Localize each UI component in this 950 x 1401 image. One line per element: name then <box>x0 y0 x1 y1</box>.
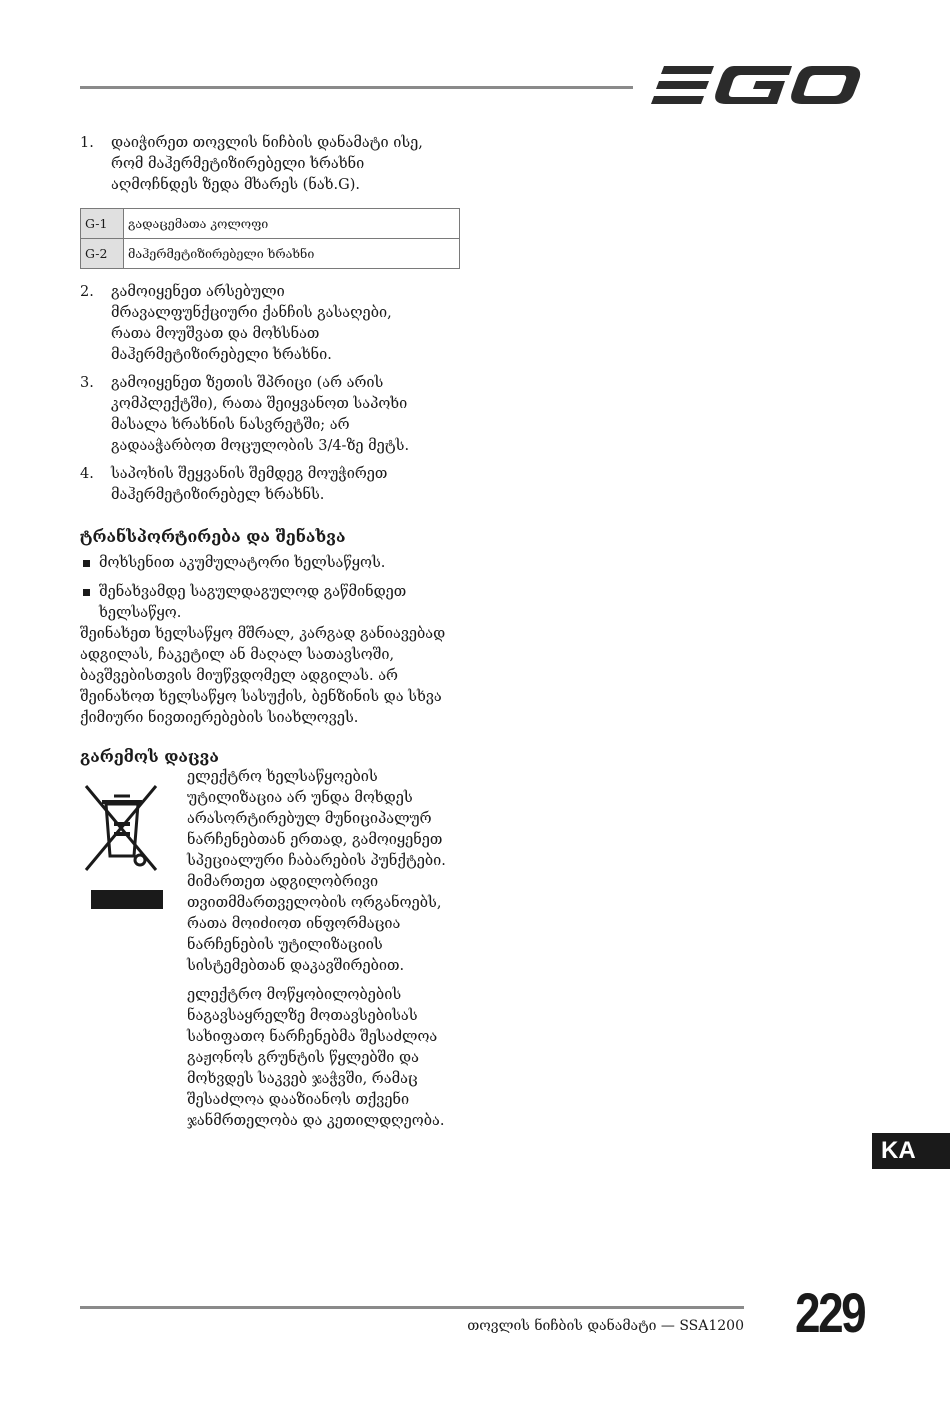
step-number: 2. <box>80 284 94 300</box>
legend-label: გადაცემათა კოლოფი <box>124 209 460 239</box>
bullet-icon <box>83 560 90 567</box>
environment-paragraph-1: ელექტრო ხელსაწყოების უტილიზაცია არ უნდა მოხდეს არასორტირებულ მუნიციპალურ ნარჩენებთან ერთად, გამოიყენეთ სპეციალური ჩაბარების პუნქტები. მიმართეთ ადგილობრივი თვითმმართველობის ორგანოებს, რათა მოიძიოთ ინფორმაცია ნარჩენების უტილიზაციის სისტემებთან დაკავშირებით. <box>187 769 446 974</box>
transport-paragraph: შეინახეთ ხელსაწყო მშრალ, კარგად განიავებად ადგილას, ჩაკეტილ ან მაღალ სათავსოში, ბავშვებისთვის მიუწვდომელ ადგილას. არ შეინახოთ ხელსაწყო სასუქის, ბენზინის და სხვა ქიმიური ნივთიერებების სიახლოვეს. <box>80 626 446 726</box>
legend-code: G-1 <box>81 209 124 239</box>
transport-heading: ტრანსპორტირება და შენახვა <box>80 527 346 546</box>
transport-section <box>80 553 450 729</box>
page-number: 229 <box>795 1281 865 1344</box>
steps-list-b <box>80 282 480 506</box>
environment-paragraph-2: ელექტრო მოწყობილობების ნაგავსაყრელზე მოთავსებისას სახიფათო ნარჩენებმა შესაძლოა გაჟონოს გრუნტის წყლებში და მოხვდეს საკვებ ჯაჭვში, რამაც შესაძლოა დააზიანოს თქვენი ჯანმრთელობა და კეთილდღეობა. <box>187 987 445 1129</box>
bullet-icon <box>83 589 90 596</box>
environment-heading: გარემოს დაცვა <box>80 747 219 766</box>
legend-table <box>80 208 460 269</box>
legend-code: G-2 <box>81 239 124 269</box>
step-text: გამოიყენეთ ზეთის შპრიცი (არ არის კომპლექტში), რათა შეიყვანოთ საპოხი მასალა ხრახნის ნასვრეტში; არ გადააჭარბოთ მოცულობის 3/4-ზე მეტს. <box>111 375 410 454</box>
list-item <box>80 133 480 196</box>
environment-text <box>187 767 467 1132</box>
step-number: 3. <box>80 375 94 391</box>
step-text: დაიჭირეთ თოვლის ნიჩბის დანამატი ისე, რომ მაჰერმეტიზირებელი ხრახნი აღმოჩნდეს ზედა მხარეს (ნახ.G). <box>111 135 423 193</box>
list-item <box>80 282 480 366</box>
table-row <box>81 239 460 269</box>
list-item <box>80 582 450 624</box>
step-number: 1. <box>80 135 94 151</box>
step-number: 4. <box>80 466 94 482</box>
ego-logo <box>650 62 862 114</box>
footer-text: თოვლის ნიჩბის დანამატი — SSA1200 <box>467 1318 744 1334</box>
bullet-text: შენახვამდე საგულდაგულოდ გაწმინდეთ ხელსაწყო. <box>99 584 407 621</box>
weee-black-bar <box>91 890 163 909</box>
step-text: საპოხის შეყვანის შემდეგ მოუჭირეთ მაჰერმეტიზირებელ ხრახნს. <box>111 466 388 503</box>
footer-rule <box>80 1306 744 1309</box>
header-rule <box>80 86 633 89</box>
list-item <box>80 373 480 457</box>
step-text: გამოიყენეთ არსებული მრავალფუნქციური ქანჩის გასაღები, რათა მოუშვათ და მოხსნათ მაჰერმეტიზირებელი ხრახნი. <box>111 284 392 363</box>
list-item <box>80 553 450 574</box>
ego-logo-icon <box>650 62 862 110</box>
language-tab: KA <box>872 1133 950 1169</box>
table-row <box>81 209 460 239</box>
bullet-text: მოხსენით აკუმულატორი ხელსაწყოს. <box>99 555 386 571</box>
legend-label: მაჰერმეტიზირებელი ხრახნი <box>124 239 460 269</box>
steps-list-a <box>80 133 480 196</box>
list-item <box>80 464 480 506</box>
crossed-out-wheelie-bin-icon <box>84 782 160 881</box>
